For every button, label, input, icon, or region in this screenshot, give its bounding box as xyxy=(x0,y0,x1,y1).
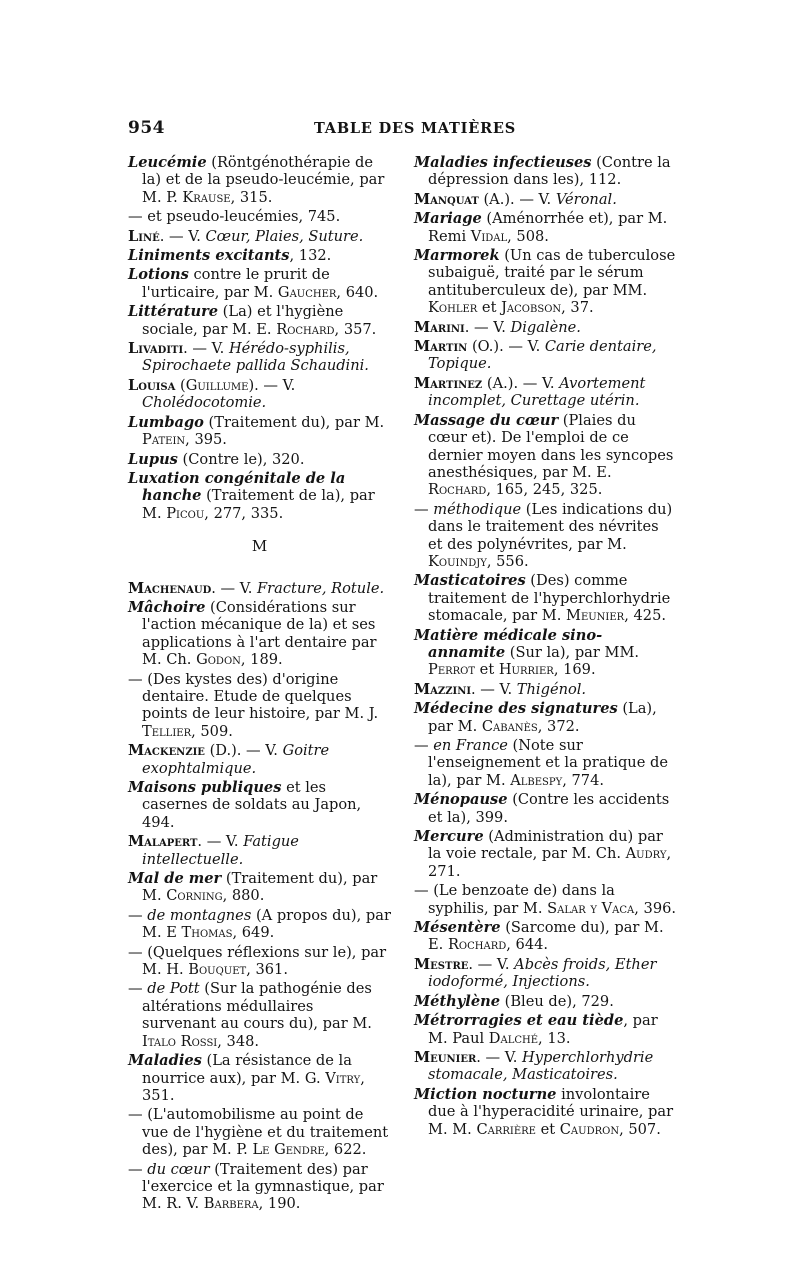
index-entry xyxy=(128,1052,391,1104)
entry-text: , 165, 245, 325. xyxy=(486,481,603,499)
entry-text: (O.). — V. xyxy=(467,338,545,356)
author-name: Bouquet xyxy=(188,961,247,979)
entry-text: , 132. xyxy=(289,247,332,265)
entry-text: , 351. xyxy=(142,1069,365,1104)
entry-headword: Marmorek xyxy=(414,247,500,265)
entry-text: (Un cas de tuberculose subaiguë, traité par le sérum antituberculeux de), par MM. xyxy=(428,247,676,299)
entry-headword: Machenaud xyxy=(128,579,212,597)
author-name: Meunier xyxy=(566,607,625,625)
entry-list-m-continued xyxy=(414,154,677,1138)
entry-text: (Des) comme traitement de l'hyperchlorhydrie stomacale, par M. xyxy=(428,572,671,625)
cross-reference: du cœur xyxy=(147,1160,210,1178)
index-entry xyxy=(128,907,391,942)
author-name: Rochard xyxy=(447,936,507,954)
entry-text: . — V. xyxy=(468,955,515,973)
index-entry xyxy=(414,993,677,1010)
entry-text: (Bleu de), 729. xyxy=(500,992,614,1010)
entry-text: , 348. xyxy=(217,1032,260,1050)
author-name: Le Gendre xyxy=(252,1141,325,1159)
entry-text: (A.). — V. xyxy=(482,374,560,392)
entry-text: , 556. xyxy=(486,552,529,570)
entry-list-l xyxy=(128,154,391,522)
entry-headword: Littérature xyxy=(128,303,219,321)
entry-headword: Manquat xyxy=(414,190,479,208)
author-name: Guillume xyxy=(185,376,249,394)
entry-text: ( xyxy=(175,376,186,394)
entry-text: (A propos du), par M. E xyxy=(142,906,391,942)
author-name: Salar y Vaca xyxy=(547,899,635,917)
entry-text: — (Des kystes des) d'origine dentaire. Etude de quelques points de leur histoire, par M. J. xyxy=(128,670,379,723)
index-entry xyxy=(128,599,391,669)
entry-text: , 372. xyxy=(537,717,580,735)
cross-reference: Digalène. xyxy=(510,318,581,336)
index-entry xyxy=(128,247,391,264)
page-number: 954 xyxy=(128,118,165,138)
entry-text: (Sur la pathogénie des altérations médullaires survenant au cours du), par M. xyxy=(142,980,372,1033)
cross-reference: Carie dentaire, Topique. xyxy=(428,338,657,373)
entry-text: (Considérations sur l'action mécanique de la) et ses applications à l'art dentaire par M. Ch. xyxy=(142,598,377,669)
entry-headword: Ménopause xyxy=(414,791,508,809)
entry-text: , 509. xyxy=(191,722,233,740)
entry-headword: Lumbago xyxy=(128,413,204,431)
cross-reference: Cœur, Plaies, Suture. xyxy=(205,227,364,245)
author-name: Carrière xyxy=(476,1120,536,1138)
author-name: Tellier xyxy=(142,722,192,740)
index-entry xyxy=(414,210,677,245)
author-name: Cabanès xyxy=(481,717,538,735)
right-column xyxy=(414,154,677,1138)
index-entry xyxy=(414,154,677,189)
entry-headword: Médecine des signatures xyxy=(414,700,618,718)
author-name: Albespy xyxy=(510,771,563,789)
cross-reference: méthodique xyxy=(433,500,522,518)
entry-text: . — V. xyxy=(471,680,517,698)
index-entry xyxy=(128,1106,391,1158)
cross-reference: Cholédocotomie. xyxy=(142,394,267,412)
index-entry xyxy=(128,340,391,375)
cross-reference: Thigénol. xyxy=(516,680,587,698)
entry-headword: Martinez xyxy=(414,374,483,392)
entry-headword: Matière médicale sino-annamite xyxy=(414,626,603,661)
author-name: Hurrier xyxy=(498,661,554,679)
entry-headword: Liniments excitants xyxy=(128,247,290,265)
author-name: Patein xyxy=(142,431,186,449)
entry-text: . — V. xyxy=(183,340,229,358)
entry-headword: Mazzini xyxy=(414,680,472,698)
author-name: Corning xyxy=(166,887,223,905)
entry-text: , 396. xyxy=(634,899,677,917)
entry-text: — (L'automobilisme au point de vue de l'hygiène et du traitement des), par M. P. xyxy=(128,1106,389,1159)
entry-headword: Mestre xyxy=(414,955,469,973)
index-entry xyxy=(414,1086,677,1138)
entry-text: (Sarcome du), par M. E. xyxy=(428,919,664,954)
author-name: Thomas xyxy=(181,924,233,942)
index-entry xyxy=(414,501,677,571)
entry-text: , 357. xyxy=(334,320,377,338)
author-name: Kohler xyxy=(428,299,478,317)
entry-headword: Luxation congénitale de la hanche xyxy=(128,469,346,505)
entry-headword: Miction nocturne xyxy=(414,1085,557,1103)
entry-list-m xyxy=(128,580,391,1213)
entry-headword: Marini xyxy=(414,318,465,336)
author-name: Italo Rossi xyxy=(142,1032,218,1050)
index-entry xyxy=(414,919,677,954)
entry-text: , 644. xyxy=(506,936,549,954)
cross-reference: de montagnes xyxy=(147,906,252,924)
author-name: Dalché xyxy=(488,1029,539,1047)
index-entry xyxy=(414,828,677,880)
entry-headword: Maladies xyxy=(128,1052,202,1070)
index-entry xyxy=(414,791,677,826)
index-entry xyxy=(128,414,391,449)
entry-text: , 315. xyxy=(230,188,273,206)
entry-text: (Administration du) par la voie rectale, par M. Ch. xyxy=(428,828,663,863)
index-entry xyxy=(414,319,677,336)
entry-headword: Martin xyxy=(414,338,468,356)
entry-text: , 190. xyxy=(258,1195,301,1213)
index-entry xyxy=(414,375,677,410)
entry-text: , 271. xyxy=(428,845,672,880)
entry-text: , 361. xyxy=(246,961,288,979)
entry-text: contre le prurit de l'urticaire, par M. xyxy=(142,266,330,301)
entry-text: , 189. xyxy=(240,651,283,669)
author-name: Gaucher xyxy=(277,283,337,301)
entry-text: (Contre le), 320. xyxy=(177,450,305,468)
index-entry xyxy=(128,208,391,225)
entry-headword: Mâchoire xyxy=(128,598,206,616)
entry-text: (Les indications du) dans le traitement des névrites et des polynévrites, par M. xyxy=(428,500,673,553)
index-entry xyxy=(128,266,391,301)
entry-text: et xyxy=(475,661,499,679)
author-name: Caudron xyxy=(559,1120,620,1138)
entry-text: , 13. xyxy=(538,1029,571,1047)
index-entry xyxy=(128,580,391,597)
index-entry xyxy=(414,1049,677,1084)
entry-text: (Traitement de la), par M. xyxy=(142,487,375,522)
entry-text: ). — V. xyxy=(248,376,296,394)
entry-text: , 508. xyxy=(507,227,549,245)
section-letter: M xyxy=(251,537,268,556)
author-name: Jacobson xyxy=(501,299,562,317)
index-entry xyxy=(414,956,677,991)
entry-text: — xyxy=(128,906,148,924)
author-name: Rochard xyxy=(428,481,487,499)
index-entry xyxy=(414,700,677,735)
entry-text: (Sur la), par MM. xyxy=(505,643,640,661)
entry-text: , 622. xyxy=(324,1141,367,1159)
index-entry xyxy=(128,154,391,206)
entry-headword: Mackenzie xyxy=(128,742,205,760)
page-header xyxy=(128,118,678,138)
entry-headword: Malapert xyxy=(128,833,198,851)
index-entry xyxy=(414,1012,677,1047)
index-entry xyxy=(128,377,391,412)
entry-text: — xyxy=(414,737,434,754)
entry-text: (Plaies du cœur et). De l'emploi de ce dernier moyen dans les syncopes anesthésiques, par M. E. xyxy=(428,411,674,481)
entry-text: . — V. xyxy=(476,1048,523,1066)
entry-headword: Métrorragies et eau tiède xyxy=(414,1012,624,1030)
index-entry xyxy=(414,681,677,698)
index-entry xyxy=(128,833,391,868)
entry-text: (Traitement du), par M. xyxy=(203,413,385,431)
entry-text: involontaire due à l'hyperacidité urinaire, par M. M. xyxy=(428,1085,674,1138)
entry-text: , 640. xyxy=(336,283,379,301)
running-title: TABLE DES MATIÈRES xyxy=(314,120,517,137)
cross-reference: Abcès froids, Ether iodoformé, Injections. xyxy=(428,955,657,991)
index-entry xyxy=(128,742,391,777)
entry-text: , 169. xyxy=(553,661,596,679)
author-name: Kouindjy xyxy=(428,552,487,570)
entry-headword: Maisons publiques xyxy=(128,779,282,796)
index-entry xyxy=(128,303,391,338)
index-entry xyxy=(128,671,391,741)
entry-text: — (Le benzoate de) dans la syphilis, par M. xyxy=(414,882,615,917)
index-entry xyxy=(128,228,391,245)
cross-reference: en France xyxy=(433,737,508,754)
index-entry xyxy=(414,338,677,373)
author-name: Perrot xyxy=(428,661,476,679)
index-entry xyxy=(128,470,391,522)
entry-text: (Traitement du), par M. xyxy=(142,870,378,905)
index-entry xyxy=(414,882,677,917)
entry-text: . — V. xyxy=(464,318,511,336)
entry-text: — xyxy=(128,1160,148,1178)
entry-text: , par M. Paul xyxy=(428,1012,658,1047)
author-name: Vitry xyxy=(325,1069,361,1087)
cross-reference: de Pott xyxy=(147,980,200,998)
entry-headword: Meunier xyxy=(414,1048,477,1066)
cross-reference: Hyperchlorhydrie stomacale, Masticatoires. xyxy=(428,1048,654,1084)
entry-text: (Aménorrhée et), par M. Remi xyxy=(428,210,668,245)
entry-text: (La résistance de la nourrice aux), par M. G. xyxy=(142,1052,352,1087)
entry-text: , 649. xyxy=(232,924,275,942)
entry-text: , 277, 335. xyxy=(204,504,284,522)
entry-text: (D.). — V. xyxy=(204,742,283,760)
entry-text: . — V. xyxy=(159,227,206,245)
entry-text: (Contre la dépression dans les), 112. xyxy=(428,154,671,189)
index-entry xyxy=(128,1161,391,1213)
entry-text: (A.). — V. xyxy=(478,190,556,208)
cross-reference: Avortement incomplet, Curettage utérin. xyxy=(428,374,646,410)
index-entry xyxy=(128,870,391,905)
entry-headword: Masticatoires xyxy=(414,572,526,590)
index-entry xyxy=(128,944,391,979)
index-entry xyxy=(128,980,391,1050)
entry-headword: Liné xyxy=(128,227,160,245)
entry-text: , 774. xyxy=(562,771,605,789)
cross-reference: Fracture, Rotule. xyxy=(257,579,385,597)
author-name: Krause xyxy=(182,188,231,206)
cross-reference: Fatigue intellectuelle. xyxy=(142,833,299,868)
left-column xyxy=(128,154,391,1213)
entry-headword: Méthylène xyxy=(414,992,500,1010)
entry-headword: Lupus xyxy=(128,450,178,468)
index-entry xyxy=(128,451,391,468)
cross-reference: Véronal. xyxy=(555,190,617,208)
entry-headword: Leucémie xyxy=(128,154,207,171)
index-entry xyxy=(414,412,677,499)
author-name: Picou xyxy=(166,504,205,522)
entry-text: . — V. xyxy=(211,579,258,597)
entry-text: (Contre les accidents et la), 399. xyxy=(428,791,670,826)
author-name: Audry xyxy=(625,845,667,863)
entry-headword: Massage du cœur xyxy=(414,411,559,429)
entry-text: (La) et l'hygiène sociale, par M. E. xyxy=(142,303,344,338)
entry-text: — et pseudo-leucémies, 745. xyxy=(128,208,341,226)
author-name: Vidal xyxy=(470,227,508,245)
entry-text: — xyxy=(414,500,434,518)
author-name: Godon xyxy=(196,651,241,669)
author-name: Rochard xyxy=(276,320,335,338)
entry-text: (Traitement des) par l'exercice et la gymnastique, par M. R. V. xyxy=(142,1160,384,1213)
entry-text: , 507. xyxy=(619,1120,661,1138)
entry-text: et xyxy=(535,1120,560,1138)
index-entry xyxy=(128,779,391,831)
entry-text: (Note sur l'enseignement et la pratique de la), par M. xyxy=(428,737,668,789)
index-entry xyxy=(414,247,677,317)
entry-text: . — V. xyxy=(197,833,244,851)
index-entry xyxy=(414,191,677,208)
entry-text: — (Quelques réflexions sur le), par M. H. xyxy=(128,943,387,979)
entry-text: , 395. xyxy=(185,431,227,449)
entry-headword: Livaditi xyxy=(128,340,184,358)
entry-text: , 880. xyxy=(222,887,265,905)
author-name: Barbera xyxy=(203,1195,259,1213)
entry-text: et xyxy=(477,299,502,317)
entry-text: , 425. xyxy=(624,607,666,625)
entry-headword: Mariage xyxy=(414,210,482,228)
entry-headword: Mal de mer xyxy=(128,870,222,888)
entry-text: (La), par M. xyxy=(428,700,657,735)
cross-reference: Goitre exophtalmique. xyxy=(142,742,330,777)
entry-text: (Röntgénothérapie de la) et de la pseudo-leucémie, par M. P. xyxy=(142,154,385,206)
entry-headword: Lotions xyxy=(128,266,189,284)
entry-headword: Louisa xyxy=(128,376,176,394)
index-entry xyxy=(414,572,677,624)
index-entry xyxy=(414,737,677,789)
entry-headword: Mercure xyxy=(414,828,484,846)
cross-reference: Hérédo-syphilis, Spirochaete pallida Schaudini. xyxy=(142,340,369,375)
index-entry xyxy=(414,627,677,679)
entry-headword: Maladies infectieuses xyxy=(414,154,592,171)
entry-text: — xyxy=(128,980,148,998)
entry-text: , 37. xyxy=(561,299,594,317)
entry-text: et les casernes de soldats au Japon, 494. xyxy=(142,779,362,831)
entry-headword: Mésentère xyxy=(414,919,501,937)
